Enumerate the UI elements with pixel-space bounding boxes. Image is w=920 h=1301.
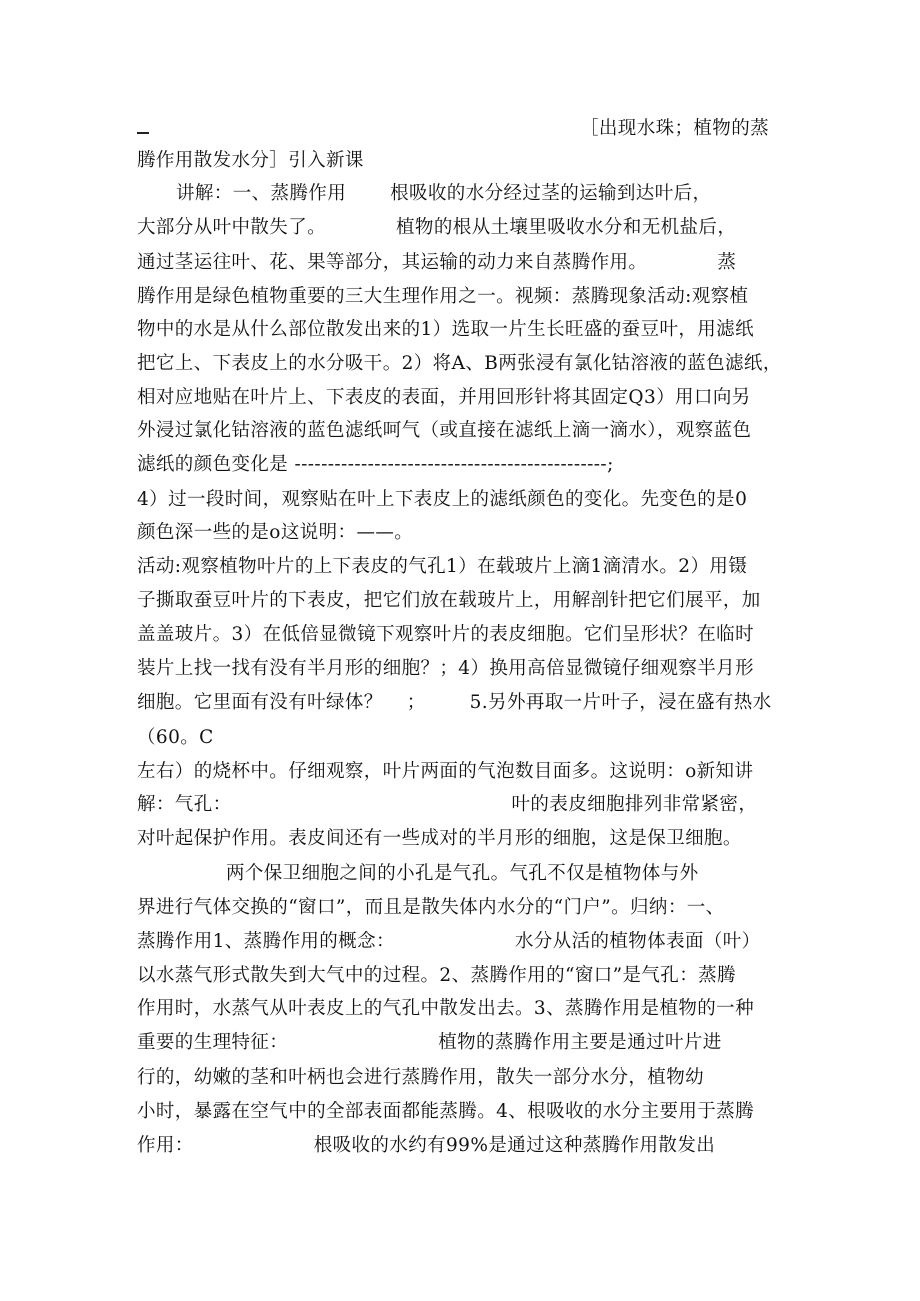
text-span: 植物的根从土壤里吸收水分和无机盐后， [396, 217, 737, 238]
margin-dash-mark [137, 132, 149, 134]
text-line [137, 386, 797, 410]
text-line [580, 117, 800, 141]
text-line [137, 1100, 797, 1124]
text-line [137, 827, 797, 851]
text-line [137, 896, 797, 920]
text-span: 大部分从叶中散失了。 [137, 217, 327, 238]
text-span: 蒸腾作用1、蒸腾作用的概念： [137, 931, 395, 952]
text-span: 4）过一段时间，观察贴在叶上下表皮上的滤纸颜色的变化。先变色的是0 [137, 489, 748, 510]
text-span: 界进行气体交换的“窗口”，而且是散失体内水分的“门户”。归纳：一、 [137, 897, 725, 918]
text-span: 两个保卫细胞之间的小孔是气孔。气孔不仅是植物体与外 [226, 863, 699, 884]
text-span: 以水蒸气形式散失到大气中的过程。2、蒸腾作用的“窗口”是气孔：蒸腾 [137, 965, 736, 986]
text-span: 活动:观察植物叶片的上下表皮的气孔1）在载玻片上滴1滴清水。2）用镊 [137, 556, 748, 577]
text-span: 把它上、下表皮上的水分吸干。2）将A、B两张浸有氯化钴溶液的蓝色滤纸， [137, 353, 782, 374]
text-span: 植物的蒸腾作用主要是通过叶片进 [438, 1032, 722, 1053]
text-line [137, 149, 797, 173]
text-span: 外浸过氯化钴溶液的蓝色滤纸呵气（或直接在滤纸上滴一滴水），观察蓝色 [137, 420, 752, 441]
text-span: 细胞。它里面有没有叶绿体？ [137, 692, 383, 713]
text-line [137, 352, 797, 376]
text-line [137, 1066, 797, 1090]
text-span: 重要的生理特征： [137, 1032, 289, 1053]
text-line [137, 216, 797, 240]
text-span: （60。C [137, 727, 214, 748]
text-span: 腾作用是绿色植物重要的三大生理作用之一。视频：蒸腾现象活动:观察植 [137, 286, 749, 307]
text-line [137, 691, 797, 715]
text-span: 解：气孔： [137, 794, 232, 815]
text-line [226, 862, 886, 886]
text-line [137, 285, 797, 309]
text-span: 盖盖玻片。3）在低倍显微镜下观察叶片的表皮细胞。它们呈形状？在临时 [137, 624, 754, 645]
text-span: 通过茎运往叶、花、果等部分，其运输的动力来自蒸腾作用。 [137, 252, 648, 273]
text-line [137, 1134, 797, 1158]
text-span: 腾作用散发水分］引入新课 [137, 150, 364, 171]
text-line [137, 488, 797, 512]
text-span: 作用： [137, 1135, 194, 1156]
text-span: 根吸收的水约有99%是通过这种蒸腾作用散发出 [313, 1135, 716, 1156]
text-line [137, 726, 797, 750]
text-span: 蒸 [717, 252, 737, 273]
text-span: 颜色深一些的是o这说明：——。 [137, 522, 414, 543]
text-line [137, 521, 797, 545]
text-line [137, 318, 797, 342]
text-span: 相对应地贴在叶片上、下表皮的表面，并用回形针将其固定Q3）用口向另 [137, 387, 751, 408]
text-line [137, 453, 797, 477]
text-line [137, 793, 797, 817]
text-span: 小时，暴露在空气中的全部表面都能蒸腾。4、根吸收的水分主要用于蒸腾 [137, 1101, 754, 1122]
text-span: 行的，幼嫩的茎和叶柄也会进行蒸腾作用，散失一部分水分，植物幼 [137, 1067, 705, 1088]
text-span: 子撕取蚕豆叶片的下表皮，把它们放在载玻片上，用解剖针把它们展平，加 [137, 590, 761, 611]
text-span: 装片上找一找有没有半月形的细胞？；4）换用高倍显微镜仔细观察半月形 [137, 658, 754, 679]
text-line [137, 589, 797, 613]
text-span: 作用时，水蒸气从叶表皮上的气孔中散发出去。3、蒸腾作用是植物的一种 [137, 998, 754, 1019]
text-span: ［出现水珠；植物的蒸 [580, 118, 770, 139]
text-span: 水分从活的植物体表面（叶） [514, 931, 761, 952]
text-line [137, 251, 797, 275]
text-span: 根吸收的水分经过茎的运输到达叶后， [390, 183, 712, 204]
text-span: 左右）的烧杯中。仔细观察，叶片两面的气泡数目面多。这说明：o新知讲 [137, 761, 754, 782]
text-line [137, 657, 797, 681]
text-span: 5.另外再取一片叶子，浸在盛有热水 [469, 692, 772, 713]
text-line [176, 182, 836, 206]
text-span: 讲解：一、蒸腾作用 [176, 183, 347, 204]
text-line [137, 760, 797, 784]
text-span: 对叶起保护作用。表皮间还有一些成对的半月形的细胞，这是保卫细胞。 [137, 828, 742, 849]
text-line [137, 1031, 797, 1055]
text-line [137, 964, 797, 988]
text-span: ； [406, 692, 426, 713]
text-span: 滤纸的颜色变化是 -----------------------------------------------; [137, 454, 614, 475]
text-span: 物中的水是从什么部位散发出来的1）选取一片生长旺盛的蚕豆叶，用滤纸 [137, 319, 754, 340]
text-line [137, 997, 797, 1021]
text-line [137, 555, 797, 579]
text-line [137, 623, 797, 647]
text-line [137, 419, 797, 443]
text-span: 叶的表皮细胞排列非常紧密， [511, 794, 758, 815]
text-line [137, 930, 797, 954]
